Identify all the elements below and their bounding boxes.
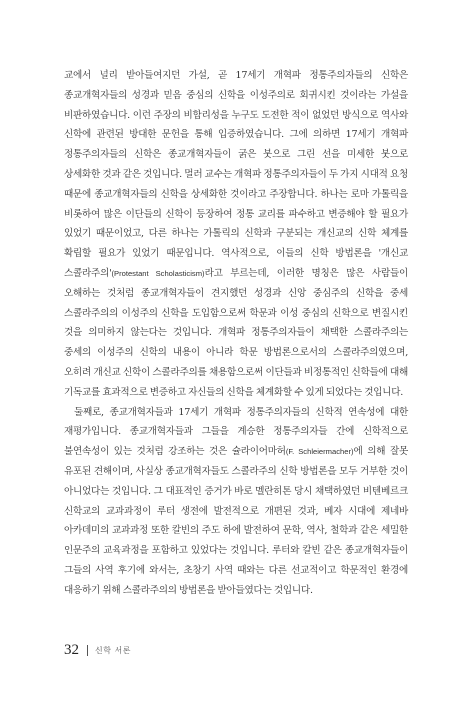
paragraph-latin-term: (Protestant Scholasticism) — [111, 268, 205, 278]
paragraph-latin-term: (F. Schleiermacher) — [285, 447, 354, 457]
body-paragraph — [64, 66, 408, 403]
footer-divider — [87, 645, 88, 656]
paragraph-text: 에 의해 잘못 유포된 견해이며, 사실상 종교개혁자들도 스콜라주의 신학 방법론을 모두 거부한 것이 아니었다는 것입니다. 그 대표적인 증거가 바로 멜란히톤 당시 채택하였던 비텐베르크 신학교의 교과과정이 루터 생전에 발전적으로 개편된 것과, 베자 시대에 제네바 아카데미의 교과과정 또한 칼빈의 주도 하에 발전하여 문학, 역사, 철학과 같은 세밀한 인문주의 교육과정을 포함하고 있었다는 것입니다. 루터와 칼빈 같은 종교개혁자들이 그들의 사역 후기에 와서는, 초창기 사역 때와는 다른 선교적이고 학문적인 환경에 대응하기 위해 스콜라주의의 방법론을 받아들였다는 것입니다. — [64, 446, 408, 596]
paragraph-text: 둘째로, 종교개혁자들과 17세기 개혁파 정통주의자들의 신학적 연속성에 대한 재평가입니다. 종교개혁자들과 그들을 계승한 정통주의자들 간에 신학적으로 불연속성이 있는 것처럼 강조하는 것은 슐라이어마허 — [64, 406, 408, 458]
page-number: 32 — [64, 642, 79, 658]
page-body — [64, 66, 408, 601]
paragraph-text: 라고 부르는데, 이러한 명칭은 많은 사람들이 오해하는 것처럼 종교개혁자들이 견지했던 성경과 신앙 중심주의 신학을 중세 스콜라주의의 이성주의 신학을 도입함으로써 학문과 이성 중심의 신학으로 변질시킨 것을 의미하지 않는다는 것입니다. 개혁파 정통주의자들이 채택한 스콜라주의는 중세의 이성주의 신학의 내용이 아니라 학문 방법론으로서의 스콜라주의였으며, 오히려 개신교 신학이 스콜라주의를 채용함으로써 이단들과 비정통적인 신학들에 대해 기독교를 효과적으로 변증하고 자신들의 신학을 체계화할 수 있게 되었다는 것입니다. — [64, 267, 408, 398]
running-title: 신학 서론 — [95, 646, 131, 655]
paragraph-text: 교에서 널리 받아들여지던 가설, 곧 17세기 개혁파 정통주의자들의 신학은 종교개혁자들의 성경과 믿음 중심의 신학을 이성주의로 회귀시킨 것이라는 가설을 비판하였습니다. 이런 주장의 비합리성을 누구도 도전한 적이 없었던 방식으로 역사와 신학에 관련된 방대한 문헌을 통해 입증하였습니다. 그에 의하면 17세기 개혁파 정통주의자들의 신학은 종교개혁자들이 굵은 붓으로 그린 선을 미세한 붓으로 상세화한 것과 같은 것입니다. 멀러 교수는 개혁파 정통주의자들이 두 가지 시대적 요청 때문에 종교개혁자들의 신학을 상세화한 것이라고 주장합니다. 하나는 로마 가톨릭을 비롯하여 많은 이단들의 신학이 등장하여 정통 교리를 파수하고 변증해야 할 필요가 있었기 때문이었고, 다른 하나는 가톨릭의 신학과 구분되는 개신교의 신학 체계를 확립할 필요가 있었기 때문입니다. 역사적으로, 이들의 신학 방법론을 '개신교 스콜라주의' — [64, 70, 408, 279]
body-paragraph — [64, 403, 408, 601]
page-footer — [64, 642, 131, 659]
